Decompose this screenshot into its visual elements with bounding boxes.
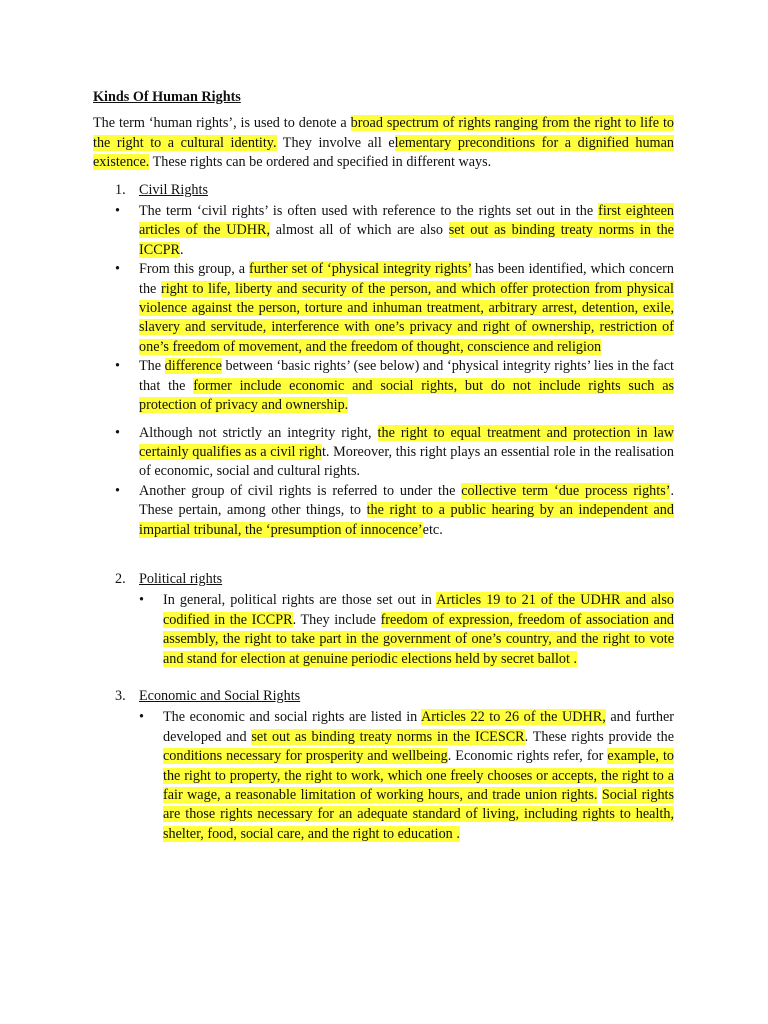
highlighted-text: example, to the right to property, the right to work, which one freely chooses or accepts, the right to a fair wage, a reasonable limitation of working hours, and trade union rights. <box>163 748 675 803</box>
highlighted-text: lementary preconditions for a dignified human existence. <box>93 134 674 171</box>
bullet-item <box>93 260 674 357</box>
bullet-dot-icon: • <box>115 203 120 220</box>
bullet-item <box>93 708 674 844</box>
text-run: t. Moreover, this right plays an essential role in the realisation of economic, social and cultural rights. <box>139 443 674 480</box>
text-run: . Economic rights refer, for <box>447 748 608 765</box>
text-run: The term ‘human rights’, is used to denote a <box>93 115 351 132</box>
text-run: . These pertain, among other things, to <box>139 482 674 519</box>
highlighted-text: conditions necessary for prosperity and wellbeing <box>163 748 448 765</box>
section-number: 1. <box>115 181 126 198</box>
section-2 <box>93 570 674 669</box>
highlighted-text: right to life, liberty and security of the person, and which offer protection from physical violence against the person, torture and inhuman treatment, arbitrary arrest, detention, exile, slavery and servitude, interference with one’s privacy and right of ownership, restriction of one’s freedom of movement, and the freedom of thought, conscience and religion <box>139 280 675 355</box>
highlighted-text: Articles 22 to 26 of the UDHR, <box>421 709 606 726</box>
highlighted-text: freedom of expression, freedom of association and assembly, the right to take part in the government of one’s country, and the right to vote and stand for election at genuine periodic elections held by secret ballot . <box>163 611 675 667</box>
text-run: etc. <box>422 521 443 538</box>
intro-paragraph <box>93 114 674 172</box>
bullet-dot-icon: • <box>139 709 144 726</box>
bullet-item <box>93 482 674 540</box>
highlighted-text: further set of ‘physical integrity rights’ <box>249 261 472 278</box>
bullet-item <box>93 424 674 482</box>
highlighted-text: difference <box>164 358 222 375</box>
text-run: The economic and social rights are listed in <box>163 709 422 726</box>
text-run: . These rights provide the <box>524 728 674 745</box>
bullet-item <box>93 591 674 669</box>
section-heading <box>93 687 674 706</box>
text-run: . <box>180 241 184 258</box>
text-run: almost all of which are also <box>270 222 449 239</box>
highlighted-text: broad spectrum of rights ranging from the right to life to the right to a cultural identity. <box>93 115 674 151</box>
text-run: The term ‘civil rights’ is often used with reference to the rights set out in the <box>139 203 599 220</box>
highlighted-text: the right to a public hearing by an independent and impartial tribunal, the ‘presumption of innocence’ <box>139 502 674 538</box>
bullet-dot-icon: • <box>115 424 120 441</box>
section-number: 2. <box>115 570 126 587</box>
text-run: between ‘basic rights’ (see below) and ‘physical integrity rights’ lies in the fact that the <box>139 358 674 394</box>
bullet-item <box>93 202 674 260</box>
section-number: 3. <box>115 687 126 704</box>
text-run: . They include <box>292 611 381 628</box>
section-1 <box>93 181 674 540</box>
highlighted-text: Social rights are those rights necessary for an adequate standard of living, including rights to health, shelter, food, social care, and the right to education . <box>163 787 675 842</box>
section-heading <box>93 570 674 589</box>
text-run: These rights can be ordered and specified in different ways. <box>149 154 492 171</box>
text-run: From this group, a <box>139 261 250 278</box>
text-run: Although not strictly an integrity right, <box>139 424 378 441</box>
text-run: The <box>139 358 165 375</box>
text-run: In general, political rights are those set out in <box>163 592 437 609</box>
text-run: They involve all e <box>276 134 395 151</box>
document-title: Kinds Of Human Rights <box>93 89 241 105</box>
bullet-dot-icon: • <box>139 592 144 609</box>
highlighted-text: the right to equal treatment and protection in law certainly qualifies as a civil righ <box>139 424 675 460</box>
highlighted-text: collective term ‘due process rights’ <box>461 482 671 499</box>
bullet-item <box>93 357 674 415</box>
bullet-dot-icon: • <box>115 482 120 499</box>
section-label: Civil Rights <box>139 181 208 198</box>
highlighted-text: Articles 19 to 21 of the UDHR and also codified in the ICCPR <box>163 592 674 628</box>
text-run: has been identified, which concern the <box>139 261 675 297</box>
section-label: Political rights <box>139 570 223 587</box>
text-run: and further developed and <box>163 709 674 745</box>
highlighted-text: set out as binding treaty norms in the ICCPR <box>139 222 674 258</box>
highlighted-text: first eighteen articles of the UDHR, <box>139 203 674 239</box>
highlighted-text: set out as binding treaty norms in the ICESCR <box>251 728 525 745</box>
highlighted-text: former include economic and social rights, but do not include rights such as protection of privacy and ownership. <box>139 377 675 414</box>
bullet-dot-icon: • <box>115 358 120 375</box>
section-label: Economic and Social Rights <box>139 687 301 704</box>
bullet-dot-icon: • <box>115 261 120 278</box>
text-run: Another group of civil rights is referred to under the <box>139 482 462 499</box>
sections-list <box>93 181 674 845</box>
section-heading <box>93 181 674 200</box>
section-3 <box>93 687 674 844</box>
